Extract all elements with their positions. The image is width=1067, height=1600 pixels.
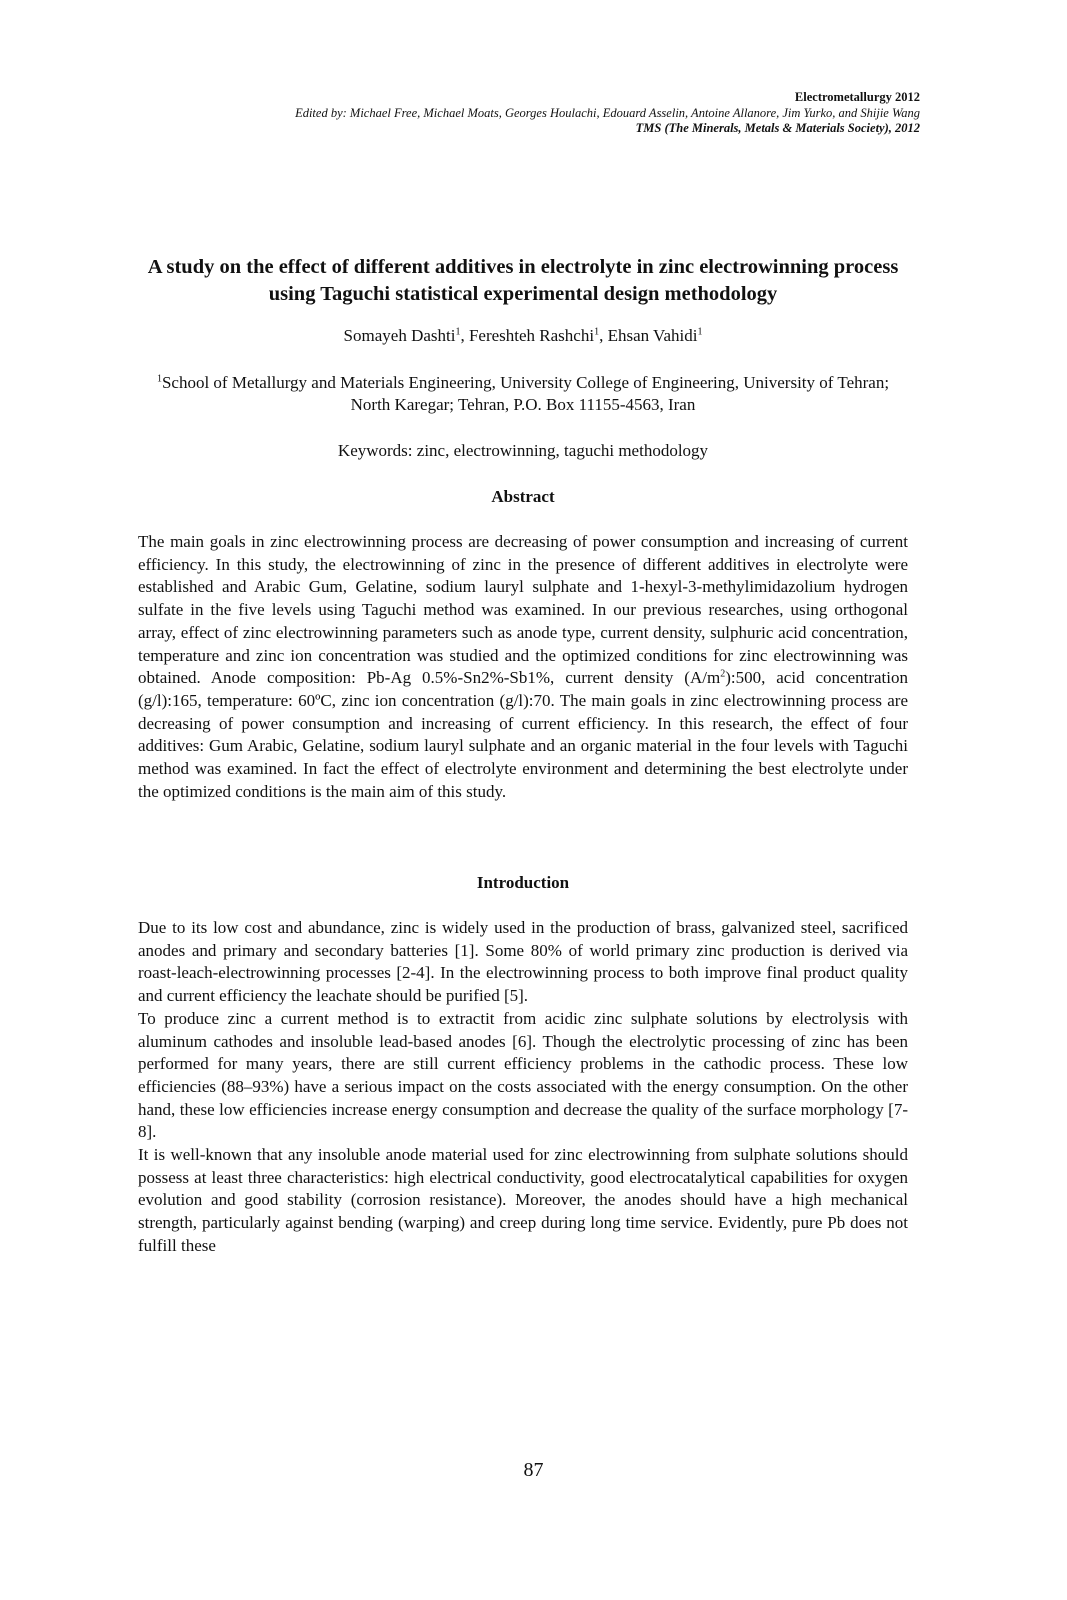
introduction-paragraph: It is well-known that any insoluble anode material used for zinc electrowinning from sulphate solutions should possess at least three characteristics: high electrical conductivity, good electrocatalytical capabilities for oxygen evolution and good stability (corrosion resistance). Moreover, the anodes should have a high mechanical strength, particularly against bending (warping) and creep during long time service. Evidently, pure Pb does not fulfill these xyxy=(138,1145,908,1255)
author-separator: , xyxy=(460,326,469,345)
page-number: 87 xyxy=(523,1459,544,1481)
author-affiliation-marker: 1 xyxy=(455,326,461,338)
affiliation-marker: 1 xyxy=(156,373,162,385)
editors-line: Edited by: Michael Free, Michael Moats, Georges Houlachi, Edouard Asselin, Antoine Allanore, Jim Yurko, and Shijie Wang xyxy=(295,105,920,120)
paper-title: A study on the effect of different additives in electrolyte in zinc electrowinning process using Taguchi statistical experimental design methodology xyxy=(147,256,899,305)
abstract-heading: Abstract xyxy=(491,487,555,506)
author-affiliation-marker: 1 xyxy=(594,326,600,338)
abstract-text-part1: The main goals in zinc electrowinning process are decreasing of power consumption and increasing of current efficiency. In this study, the electrowinning of zinc in the presence of different additives in electrolyte were established and Arabic Gum, Gelatine, sodium lauryl sulphate and 1-hexyl-3-methylimidazolium hydrogen sulfate in the five levels using Taguchi method was examined. In our previous researches, using orthogonal array, effect of zinc electrowinning parameters such as anode type, current density, sulphuric acid concentration, temperature and zinc ion concentration was studied and the optimized conditions for zinc electrowinning was obtained. Anode composition: Pb-Ag 0.5%-Sn2%-Sb1%, current density (A/m xyxy=(138,532,908,688)
author-name: Fereshteh Rashchi xyxy=(468,326,595,345)
abstract-body xyxy=(138,531,908,803)
running-header xyxy=(120,90,920,137)
author-name: Ehsan Vahidi xyxy=(607,326,698,345)
unit-superscript: 2 xyxy=(720,668,726,680)
keywords: Keywords: zinc, electrowinning, taguchi methodology xyxy=(337,441,709,460)
author-name: Somayeh Dashti xyxy=(343,326,456,345)
introduction-paragraph: Due to its low cost and abundance, zinc is widely used in the production of brass, galvanized steel, sacrificed anodes and primary and secondary batteries [1]. Some 80% of world primary zinc production is derived via roast-leach-electrowinning processes [2-4]. In the electrowinning process to both improve final product quality and current efficiency the leachate should be purified [5]. xyxy=(138,918,908,1006)
introduction-heading: Introduction xyxy=(476,873,570,892)
abstract-text-part2: ):500, acid concentration (g/l):165, temperature: 60ºC, zinc ion concentration (g/l):70. The main goals in zinc electrowinning process are decreasing of power consumption and increasing of current efficiency. In this research, the effect of four additives: Gum Arabic, Gelatine, sodium lauryl sulphate and an organic material in the four levels with Taguchi method was examined. In fact the effect of electrolyte environment and determining the best electrolyte under the optimized conditions is the main aim of this study. xyxy=(138,668,909,801)
affiliation-text: School of Metallurgy and Materials Engineering, University College of Engineering, University of Tehran; North Karegar; Tehran, P.O. Box 11155-4563, Iran xyxy=(161,373,890,414)
introduction-body xyxy=(138,917,908,1258)
conference-name: Electrometallurgy 2012 xyxy=(794,90,920,104)
affiliation xyxy=(138,372,908,416)
author-separator: , xyxy=(599,326,608,345)
author-affiliation-marker: 1 xyxy=(697,326,703,338)
introduction-paragraph: To produce zinc a current method is to extractit from acidic zinc sulphate solutions by electrolysis with aluminum cathodes and insoluble lead-based anodes [6]. Though the electrolytic processing of zinc has been performed for many years, there are still current efficiency problems in the cathodic process. These low efficiencies (88–93%) have a serious impact on the costs associated with the energy consumption. On the other hand, these low efficiencies increase energy consumption and decrease the quality of the surface morphology [7-8]. xyxy=(138,1008,908,1142)
publisher-line: TMS (The Minerals, Metals & Materials Society), 2012 xyxy=(635,121,920,135)
author-list xyxy=(138,325,908,347)
abstract-paragraph xyxy=(138,531,908,803)
